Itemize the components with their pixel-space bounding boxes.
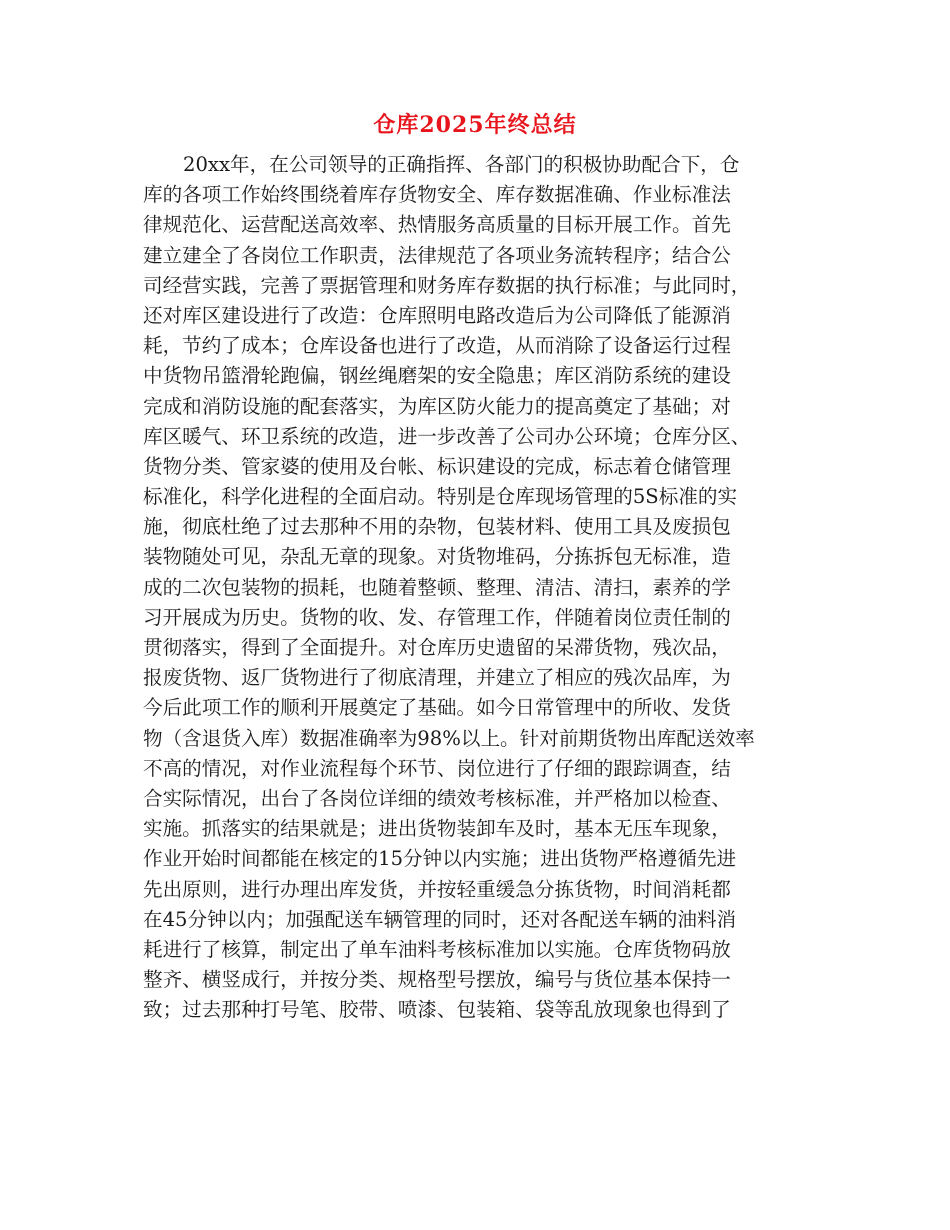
- paragraph-line: 司经营实践，完善了票据管理和财务库存数据的执行标准；与此同时，: [143, 273, 751, 297]
- paragraph-line: 贯彻落实，得到了全面提升。对仓库历史遗留的呆滞货物，残次品，: [143, 636, 731, 659]
- paragraph-line: 20xx年，在公司领导的正确指挥、各部门的积极协助配合下，仓: [183, 153, 740, 176]
- paragraph-line: 整齐、横竖成行，并按分类、规格型号摆放，编号与货位基本保持一: [143, 968, 731, 992]
- document-title: 仓库2025年终总结: [373, 112, 577, 138]
- paragraph-line: 中货物吊篮滑轮跑偏，钢丝绳磨架的安全隐患；库区消防系统的建设: [143, 364, 731, 388]
- paragraph-line: 在45分钟以内；加强配送车辆管理的同时，还对各配送车辆的油料消: [143, 907, 737, 931]
- paragraph-line: 报废货物、返厂货物进行了彻底清理，并建立了相应的残次品库，为: [143, 666, 731, 690]
- paragraph-line: 货物分类、管家婆的使用及台帐、标识建设的完成，标志着仓储管理: [143, 454, 731, 478]
- document-body: [143, 150, 823, 1025]
- paragraph-line: 作业开始时间都能在核定的15分钟以内实施；进出货物严格遵循先进: [143, 847, 737, 871]
- paragraph-line: 物（含退货入库）数据准确率为98%以上。针对前期货物出库配送效率: [143, 726, 755, 750]
- paragraph-line: 装物随处可见，杂乱无章的现象。对货物堆码，分拣拆包无标准，造: [143, 545, 731, 569]
- paragraph-line: 今后此项工作的顺利开展奠定了基础。如今日常管理中的所收、发货: [143, 696, 731, 720]
- paragraph-line: 习开展成为历史。货物的收、发、存管理工作，伴随着岗位责任制的: [143, 605, 731, 629]
- paragraph-line: 库的各项工作始终围绕着库存货物安全、库存数据准确、作业标准法: [143, 183, 731, 207]
- paragraph-line: 完成和消防设施的配套落实，为库区防火能力的提高奠定了基础；对: [143, 394, 731, 418]
- paragraph-line: 致；过去那种打号笔、胶带、喷漆、包装箱、袋等乱放现象也得到了: [143, 998, 731, 1022]
- paragraph-line: 还对库区建设进行了改造：仓库照明电路改造后为公司降低了能源消: [143, 303, 731, 327]
- paragraph-line: 不高的情况，对作业流程每个环节、岗位进行了仔细的跟踪调查，结: [143, 756, 731, 780]
- paragraph-line: 耗，节约了成本；仓库设备也进行了改造，从而消除了设备运行过程: [143, 334, 731, 358]
- paragraph-line: 实施。抓落实的结果就是；进出货物装卸车及时，基本无压车现象，: [143, 817, 731, 841]
- paragraph-line: 合实际情况，出台了各岗位详细的绩效考核标准，并严格加以检查、: [143, 786, 731, 810]
- paragraph-line: 标准化，科学化进程的全面启动。特别是仓库现场管理的5S标准的实: [143, 485, 738, 509]
- paragraph-line: 先出原则，进行办理出库发货，并按轻重缓急分拣货物，时间消耗都: [143, 877, 731, 901]
- paragraph-line: 施，彻底杜绝了过去那种不用的杂物，包装材料、使用工具及废损包: [143, 515, 731, 539]
- paragraph-line: 律规范化、运营配送高效率、热情服务高质量的目标开展工作。首先: [143, 213, 731, 237]
- paragraph-line: 耗进行了核算，制定出了单车油料考核标准加以实施。仓库货物码放: [143, 937, 731, 961]
- paragraph-line: 成的二次包装物的损耗，也随着整顿、整理、清洁、清扫，素养的学: [143, 575, 731, 599]
- paragraph-line: 建立建全了各岗位工作职责，法律规范了各项业务流转程序；结合公: [143, 243, 731, 267]
- paragraph-line: 库区暖气、环卫系统的改造，进一步改善了公司办公环境；仓库分区、: [143, 424, 751, 448]
